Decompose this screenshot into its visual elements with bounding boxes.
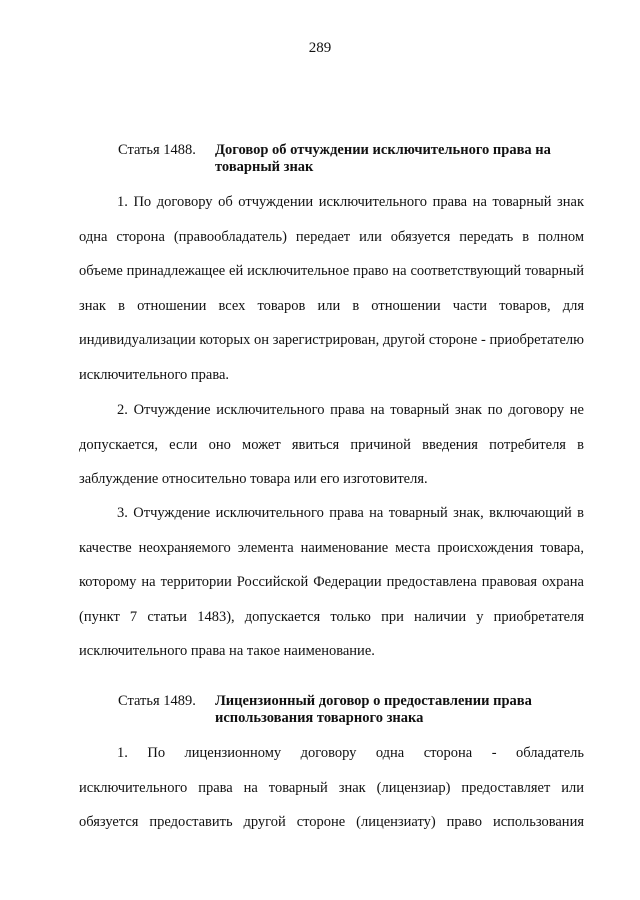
article-title: Лицензионный договор о предоставлении права использования товарного знака: [215, 693, 532, 726]
page-number: 289: [308, 40, 332, 56]
article-1488-paragraph-3: 3. Отчуждение исключительного права на товарный знак, включающий в качестве неохраняемого элемента наименование места происхождения товара, которому на территории Российской Федерации предоставлена правовая охрана (пункт 7 статьи 1483), допускается только при наличии у приобретателя исключительного права на такое наименование.: [79, 505, 584, 659]
article-1488-paragraph-1: 1. По договору об отчуждении исключительного права на товарный знак одна сторона (правообладатель) передает или обязуется передать в полном объеме принадлежащее ей исключительное право на соответствующий товарный знак в отношении всех товаров или в отношении части товаров, для индивидуализации которых он зарегистрирован, другой стороне - приобретателю исключительного права.: [79, 194, 584, 383]
article-1489-paragraph-1: 1. По лицензионному договору одна сторона - обладатель исключительного права на товарный знак (лицензиар) предоставляет или обязуется предоставить другой стороне (лицензиату) право использования: [79, 745, 584, 830]
article-1488-paragraph-2: 2. Отчуждение исключительного права на товарный знак по договору не допускается, если оно может явиться причиной введения потребителя в заблуждение относительно товара или его изготовителя.: [79, 402, 584, 487]
article-1489-heading: [118, 693, 598, 727]
article-1488-heading: [118, 142, 598, 176]
article-label: Статья 1489.: [118, 693, 196, 709]
article-title: Договор об отчуждении исключительного права на товарный знак: [215, 142, 551, 175]
article-label: Статья 1488.: [118, 142, 196, 158]
